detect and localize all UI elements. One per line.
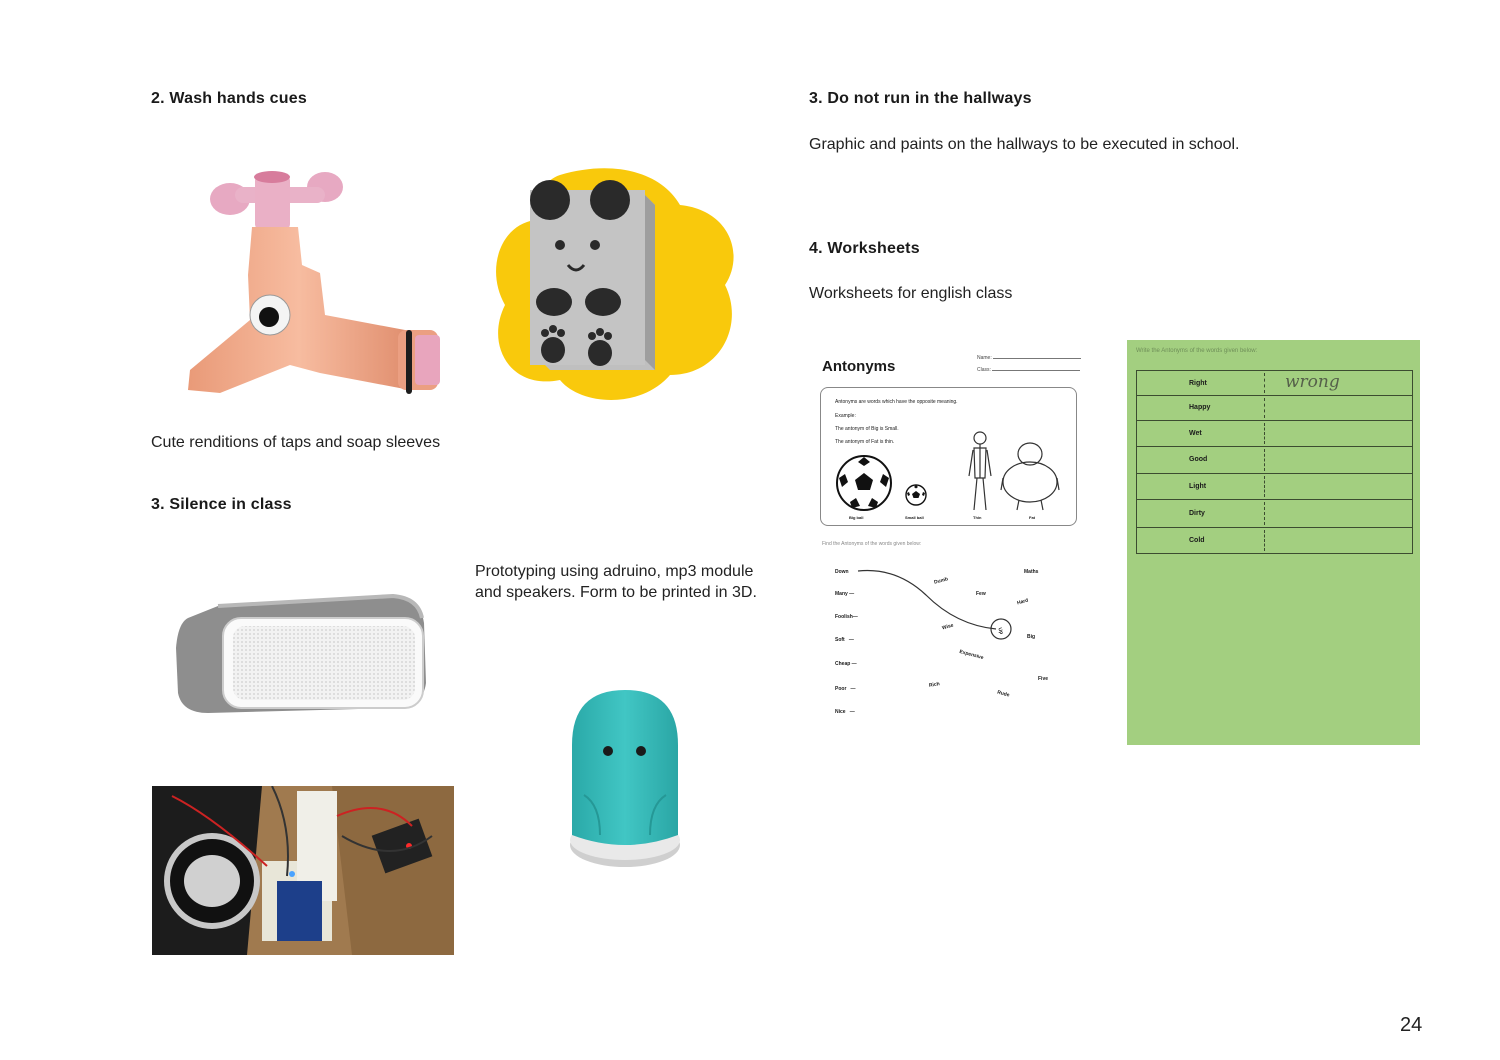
row-word: Light — [1189, 483, 1207, 490]
table-row — [1137, 474, 1412, 500]
scatter-word: Big — [1027, 634, 1036, 640]
fat-figure-icon — [999, 440, 1061, 512]
worksheets-heading: 4. Worksheets — [809, 240, 920, 257]
row-word: Wet — [1189, 430, 1202, 437]
row-word: Right — [1189, 380, 1207, 387]
tap-illustration — [170, 165, 450, 405]
speaker-illustration — [168, 588, 433, 723]
teal-bot-illustration — [560, 685, 690, 875]
intro-text: Antonyms are words which have the opposite meaning. — [835, 399, 958, 405]
antonym-table — [1136, 370, 1413, 554]
scatter-word: Rich — [928, 681, 941, 689]
row-word: Happy — [1189, 404, 1211, 411]
row-word: Good — [1189, 456, 1208, 463]
name-label: Name: — [977, 355, 992, 361]
wash-heading: 2. Wash hands cues — [151, 90, 307, 107]
thin-figure-icon — [965, 430, 995, 512]
table-row — [1137, 396, 1412, 421]
scatter-word: Hard — [1016, 597, 1029, 607]
scatter-word: Up — [996, 626, 1005, 636]
green-instruction: Write the Antonyms of the words given below: — [1136, 348, 1258, 354]
left-word: Cheap — — [835, 661, 857, 667]
thin-label: Thin — [973, 515, 982, 520]
left-word: Soft — — [835, 637, 854, 643]
class-label: Class: — [977, 367, 991, 373]
example-1: The antonym of Big is Small. — [835, 426, 899, 432]
left-word: Down — [835, 569, 849, 575]
arduino-prototype-photo — [152, 786, 454, 955]
big-ball-label: Big ball — [849, 515, 864, 520]
table-row — [1137, 528, 1412, 553]
left-word: Poor — — [835, 686, 856, 692]
table-row — [1137, 447, 1412, 474]
row-word: Cold — [1189, 537, 1205, 544]
hallways-description: Graphic and paints on the hallways to be executed in school. — [809, 136, 1240, 153]
page-number: 24 — [1400, 1014, 1423, 1036]
row-word: Dirty — [1189, 510, 1205, 517]
scatter-word: Expensive — [958, 648, 985, 662]
example-label: Example: — [835, 413, 856, 419]
table-row — [1137, 421, 1412, 447]
big-ball-icon — [835, 454, 893, 512]
antonyms-title: Antonyms — [822, 358, 896, 375]
silence-description: Prototyping using adruino, mp3 module and speakers. Form to be printed in 3D. — [475, 563, 757, 601]
row-answer: wrong — [1285, 372, 1340, 392]
example-box — [820, 387, 1077, 526]
panda-soap-illustration — [490, 165, 740, 410]
example-2: The antonym of Fat is thin. — [835, 439, 895, 445]
table-row — [1137, 500, 1412, 528]
table-row — [1137, 371, 1412, 396]
scatter-word: Wise — [941, 622, 955, 632]
fat-label: Fat — [1029, 515, 1035, 520]
worksheets-description: Worksheets for english class — [809, 285, 1013, 302]
antonyms-worksheet — [812, 345, 1092, 735]
scatter-word: Five — [1038, 676, 1049, 682]
silence-heading: 3. Silence in class — [151, 496, 292, 513]
green-worksheet — [1127, 340, 1420, 745]
wash-caption: Cute renditions of taps and soap sleeves — [151, 434, 441, 451]
left-word: Many — — [835, 591, 855, 597]
find-instruction: Find the Antonyms of the words given below: — [822, 541, 922, 547]
small-ball-label: Small ball — [905, 515, 924, 520]
scatter-word: Dumb — [933, 576, 949, 586]
hallways-heading: 3. Do not run in the hallways — [809, 90, 1032, 107]
scatter-word: Few — [976, 591, 986, 597]
scatter-word: Maths — [1024, 569, 1039, 575]
left-word: Nice — — [835, 709, 855, 715]
scatter-word: Rude — [996, 689, 1011, 699]
left-word: Foolish— — [835, 614, 858, 620]
small-ball-icon — [905, 484, 927, 506]
